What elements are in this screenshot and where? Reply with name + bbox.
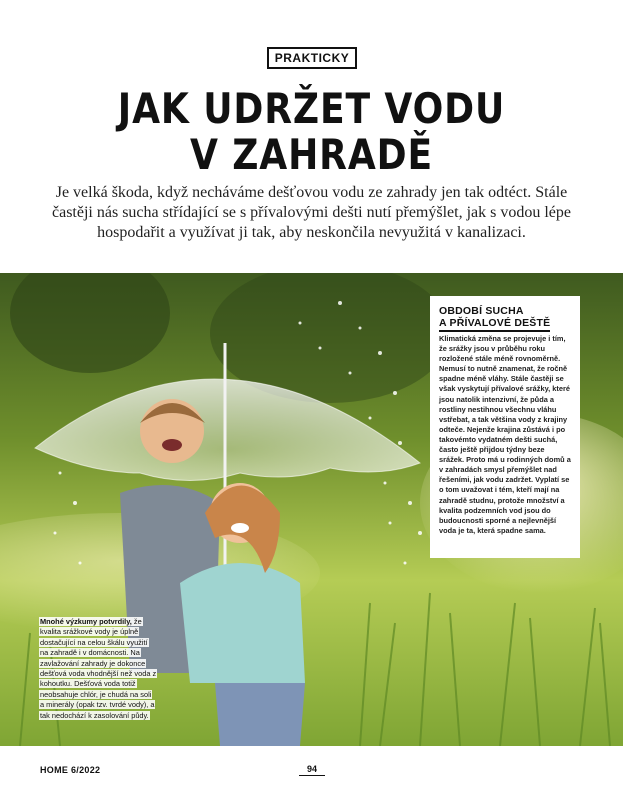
title-line-1: JAK UDRŽET VODU bbox=[117, 84, 506, 133]
sidebar-text: Klimatická změna se projevuje i tím, že srážky jsou v průběhu roku rozložené stále méně rovnoměrně. Nemusí to nutně znamenat, že ročně spadne méně vláhy. Stále častěji se však vyskytují přívalové srážky, které jsou natolik intenzivní, že půda a rostliny nestihnou všechnu vláhu vstřebat, a tak většina vody z krajiny odteče. Nejenže krajina zůstává i po takovémto vydatném dešti suchá, často ještě přijdou týdny beze srážek. Proto má u rodinných domů a v zahradách smysl přemýšlet nad řešeními, jak vodu zadržet. Vyplatí se o tom uvažovat i tém, kteří mají na zahradě studnu, protože množství a kvalita podzemních vod jsou do budoucnosti sporné a nejlevnější voda je ta, která spadne sama. bbox=[439, 334, 571, 535]
sidebar-box bbox=[430, 296, 580, 558]
lead-paragraph: Je velká škoda, když necháváme dešťovou vodu ze zahrady jen tak odtéct. Stále častěji nás sucha střídající se s přívalovými dešti nutí přemýšlet, jak s vodou lépe hospodařit a využívat ji tak, aby neskončila nevyužitá v kanalizaci. bbox=[52, 184, 571, 241]
sidebar-title bbox=[439, 305, 550, 332]
sidebar-title-line-1: OBDOBÍ SUCHA bbox=[439, 305, 524, 317]
footer-issue: HOME 6/2022 bbox=[40, 765, 101, 775]
article-title bbox=[44, 86, 580, 178]
sidebar-title-line-2: A PŘÍVALOVÉ DEŠTĚ bbox=[439, 317, 551, 329]
caption-lead: Mnohé výzkumy potvrdily, bbox=[40, 617, 132, 626]
page-number: 94 bbox=[299, 764, 325, 776]
photo-caption bbox=[39, 617, 157, 721]
caption-text: že kvalita srážkové vody je úplně dostačující na celou škálu využití na zahradě i v domácnosti. Na zavlažování zahrady je dokonce dešťová voda vhodnější než voda z kohoutku. Dešťová voda totiž neobsahuje chlór, je chudá na soli a minerály (opak tzv. tvrdé vody), a tak nedochází k zasolování půdy. bbox=[40, 617, 157, 720]
title-line-2: V ZAHRADĚ bbox=[189, 130, 434, 179]
section-kicker: PRAKTICKY bbox=[267, 47, 357, 69]
